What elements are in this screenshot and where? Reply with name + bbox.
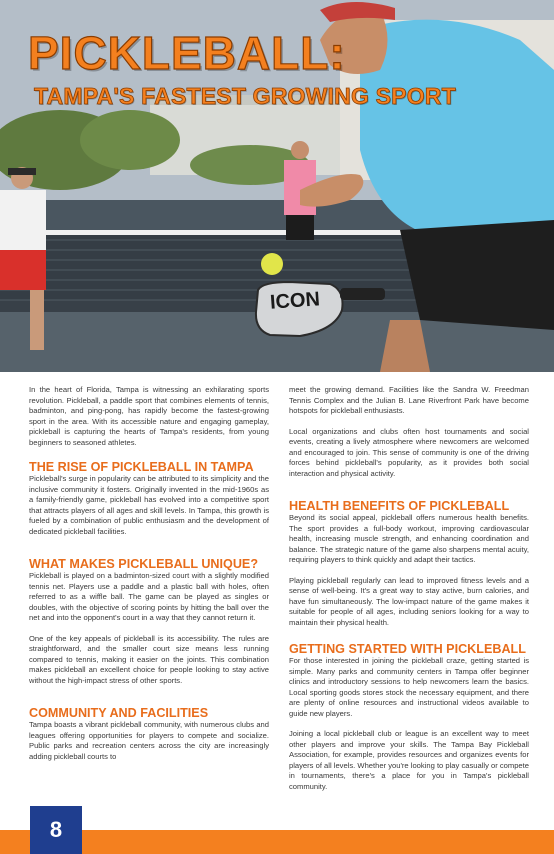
heading-rise: THE RISE OF PICKLEBALL IN TAMPA — [29, 460, 254, 474]
community-paragraph-1-cont: meet the growing demand. Facilities like the Sandra W. Freedman Tennis Complex and the Julian B. Lane Riverfront Park have become hotspots for pickleball enthusiasts. — [289, 385, 529, 415]
intro-paragraph: In the heart of Florida, Tampa is witnessing an exhilarating sports revolution. Pickleball, a paddle sport that combines elements of tennis, badminton, and ping-pong, has rapidly become the fastest-growing sport in the area. With its accessible nature and engaging gameplay, pickleball is capturing the hearts of Tampa's residents, from young beginners to seasoned athletes. — [29, 385, 269, 447]
rise-paragraph-1: Pickleball's surge in popularity can be attributed to its simplicity and the inclusive community it fosters. Originally invented in the mid-1960s as a family-friendly game, pickleball has evolved into a competitive sport that attracts players of all ages and skill levels. In Tampa, this growth is fueled by a combination of public enthusiasm and the development of dedicated pickleball facilities. — [29, 474, 269, 536]
health-paragraph-2: Playing pickleball regularly can lead to improved fitness levels and a sense of well-being. It's a great way to stay active, burn calories, and have fun simultaneously. The low-impact nature of the game makes it suitable for people of all ages, including seniors looking for a way to maintain their physical health. — [289, 575, 529, 627]
page-subtitle: TAMPA'S FASTEST GROWING SPORT — [34, 83, 456, 109]
health-paragraph-1: Beyond its social appeal, pickleball offers numerous health benefits. The sport provides a full-body workout, improving cardiovascular health, increasing muscle strength, and enhancing coordination and balance. The strategic nature of the game also sharpens mental acuity, requiring players to think quickly and adapt their tactics. — [289, 513, 529, 564]
heading-started: GETTING STARTED WITH PICKLEBALL — [289, 642, 526, 656]
heading-health: HEALTH BENEFITS OF PICKLEBALL — [289, 499, 510, 513]
hero-photo — [0, 0, 554, 372]
heading-unique: WHAT MAKES PICKLEBALL UNIQUE? — [29, 557, 259, 571]
community-paragraph-2: Local organizations and clubs often host tournaments and social events, creating a lively atmosphere where newcomers are welcomed and encouraged to join. This sense of community is one of the driving forces behind pickleball's popularity, as it provides both social interaction and physical activity. — [289, 426, 529, 478]
page-title: PICKLEBALL: — [28, 27, 346, 79]
heading-community: COMMUNITY AND FACILITIES — [29, 706, 209, 720]
started-paragraph-2: Joining a local pickleball club or league is an excellent way to meet other players and improve your skills. The Tampa Bay Pickleball Association, for example, provides resources and organizes events for players of all levels. Whether you're looking to play casually or compete in tournaments, there's a place for you in Tampa's pickleball community. — [289, 729, 529, 791]
footer-bar — [0, 830, 554, 854]
unique-paragraph-1: Pickleball is played on a badminton-sized court with a slightly modified tennis net. Players use a paddle and a plastic ball with holes, often referred to as a wiffle ball. The game can be played as singles or doubles, with the objective of scoring points by hitting the ball over the net and into the opponent's court in a way that they cannot return it. — [29, 571, 269, 622]
paddle-brand: ICON — [269, 288, 321, 314]
started-paragraph-1: For those interested in joining the pickleball craze, getting started is simple. Many parks and community centers in Tampa offer beginner clinics and introductory sessions to help newcomers learn the basics. Local sporting goods stores stock the necessary equipment, and there are plenty of online resources and instructional videos available to guide new players. — [289, 656, 529, 718]
page-number: 8 — [30, 806, 82, 854]
unique-paragraph-2: One of the key appeals of pickleball is its accessibility. The rules are straightforward, and the smaller court size means less running compared to tennis, making it easier on the joints. This combination makes pickleball an excellent choice for people looking to stay active without the high-impact stress of other sports. — [29, 633, 269, 685]
right-column — [289, 385, 529, 792]
left-column — [29, 385, 269, 762]
community-paragraph-1: Tampa boasts a vibrant pickleball community, with numerous clubs and leagues offering opportunities for players to compete and socialize. Public parks and recreation centers across the city are increasingly adding pickleball courts to — [29, 720, 269, 761]
